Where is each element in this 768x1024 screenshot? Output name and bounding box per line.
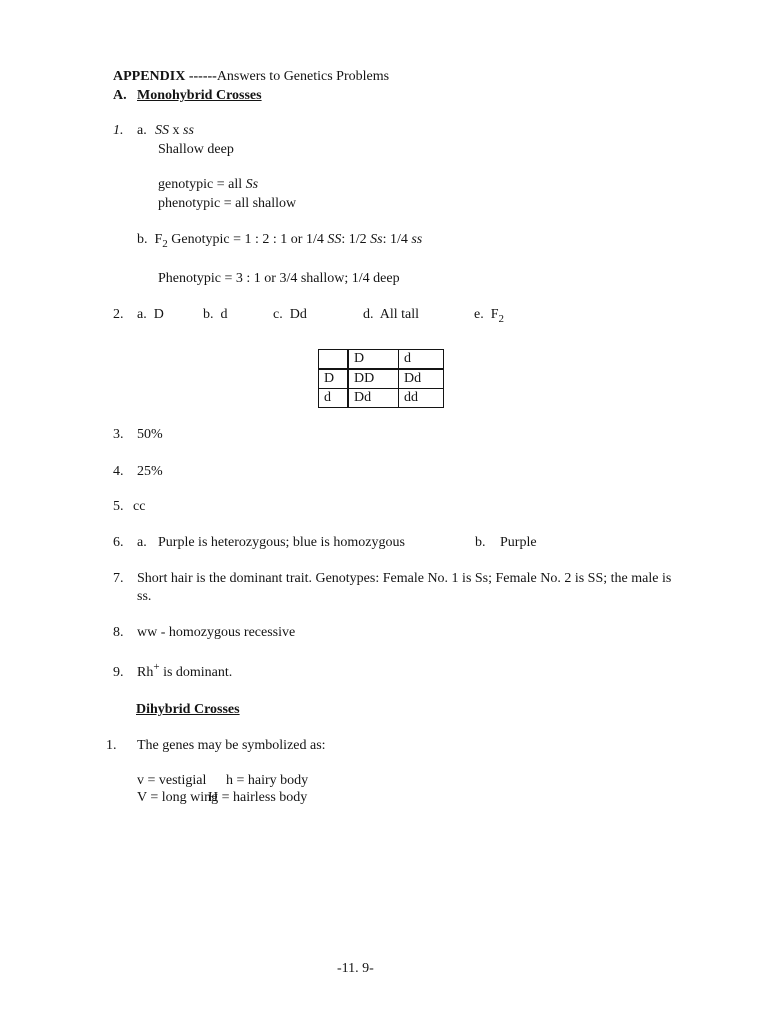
dihybrid-q1-text: The genes may be symbolized as: [137, 738, 326, 753]
punnett-header-cell: D [348, 350, 399, 370]
q3-answer: 50% [137, 427, 163, 442]
punnett-row-label: D [319, 369, 349, 389]
punnett-cell: DD [348, 369, 399, 389]
q1b-phenotypic-ratio: Phenotypic = 3 : 1 or 3/4 shallow; 1/4 deep [158, 271, 400, 286]
appendix-header [113, 68, 389, 86]
q2b-answer: b. d [203, 307, 228, 322]
q2e-subscript: 2 [498, 313, 504, 325]
q1a-cross-symbol: x [169, 123, 183, 138]
q7-answer-line1: Short hair is the dominant trait. Genotypes: Female No. 1 is Ss; Female No. 2 is SS; the male is [137, 571, 672, 586]
q1a-genotypic-label: genotypic = all [158, 177, 246, 192]
dihybrid-title: Dihybrid Crosses [136, 702, 240, 717]
q6a-label: a. [137, 535, 147, 550]
q7-answer-line2: ss. [137, 589, 152, 604]
q1b-label: b. F [137, 232, 163, 247]
q7-number: 7. [113, 571, 124, 586]
dihybrid-symbol-h: h = hairy body [226, 773, 309, 788]
q1a-genotypic-value: Ss [245, 177, 259, 192]
punnett-row [319, 369, 444, 389]
q4-number: 4. [113, 464, 124, 479]
q1a-phenotypes: Shallow deep [158, 142, 234, 157]
q6-number: 6. [113, 535, 124, 550]
q1a-parent2: ss [183, 123, 194, 138]
appendix-label: APPENDIX ------ [113, 69, 217, 84]
page-number: -11. 9- [337, 961, 374, 976]
q9-answer [137, 661, 233, 682]
q8-number: 8. [113, 625, 124, 640]
q1b-genotypic-ratio [137, 231, 422, 249]
punnett-cell: Dd [399, 369, 444, 389]
punnett-cell: dd [399, 389, 444, 408]
dihybrid-symbol-H: H = hairless body [208, 790, 308, 805]
q5-number: 5. [113, 499, 124, 514]
q1b-subscript: 2 [162, 238, 168, 250]
dihybrid-symbol-V: V = long wing [137, 790, 219, 805]
q4-answer: 25% [137, 464, 163, 479]
q9-superscript: + [153, 661, 160, 673]
q1b-text3: : 1/4 [382, 232, 412, 247]
q9-number: 9. [113, 665, 124, 680]
section-a-title: Monohybrid Crosses [137, 88, 262, 103]
punnett-row [319, 389, 444, 408]
punnett-cell: Dd [348, 389, 399, 408]
punnett-header-row [319, 350, 444, 370]
q6a-answer: Purple is heterozygous; blue is homozygous [158, 535, 405, 550]
punnett-corner-cell [319, 350, 349, 370]
q2c-answer: c. Dd [273, 307, 307, 322]
dihybrid-symbol-v: v = vestigial [137, 773, 207, 788]
q5-answer: cc [133, 499, 146, 514]
q1a-genotypic [158, 176, 258, 194]
appendix-title: Answers to Genetics Problems [216, 69, 390, 84]
punnett-square [318, 349, 444, 408]
q1b-text1: Genotypic = 1 : 2 : 1 or 1/4 [167, 232, 328, 247]
q1b-genotype-ss-dominant: SS [327, 232, 342, 247]
q2a-answer: a. D [137, 307, 164, 322]
punnett-header-cell: d [399, 350, 444, 370]
section-a-letter: A. [113, 88, 127, 103]
q1a-label: a. [137, 123, 147, 138]
q2e-label: e. F [474, 307, 499, 322]
q1a-parent1: SS [155, 123, 169, 138]
q9-rh: Rh [137, 665, 154, 680]
dihybrid-q1-number: 1. [106, 738, 117, 753]
q1a-cross [155, 122, 194, 140]
q1b-genotype-ss-recessive: ss [411, 232, 423, 247]
q9-rest: is dominant. [159, 665, 233, 680]
q3-number: 3. [113, 427, 124, 442]
q1-number: 1. [113, 123, 124, 138]
q8-answer: ww - homozygous recessive [137, 625, 296, 640]
q1b-genotype-hetero: Ss [370, 232, 383, 247]
q6b-label: b. [475, 535, 486, 550]
q1a-phenotypic: phenotypic = all shallow [158, 196, 297, 211]
q2e-answer [474, 306, 504, 324]
q2d-answer: d. All tall [363, 307, 419, 322]
punnett-row-label: d [319, 389, 349, 408]
q1b-text2: : 1/2 [341, 232, 371, 247]
q2-number: 2. [113, 307, 124, 322]
q6b-answer: Purple [500, 535, 537, 550]
